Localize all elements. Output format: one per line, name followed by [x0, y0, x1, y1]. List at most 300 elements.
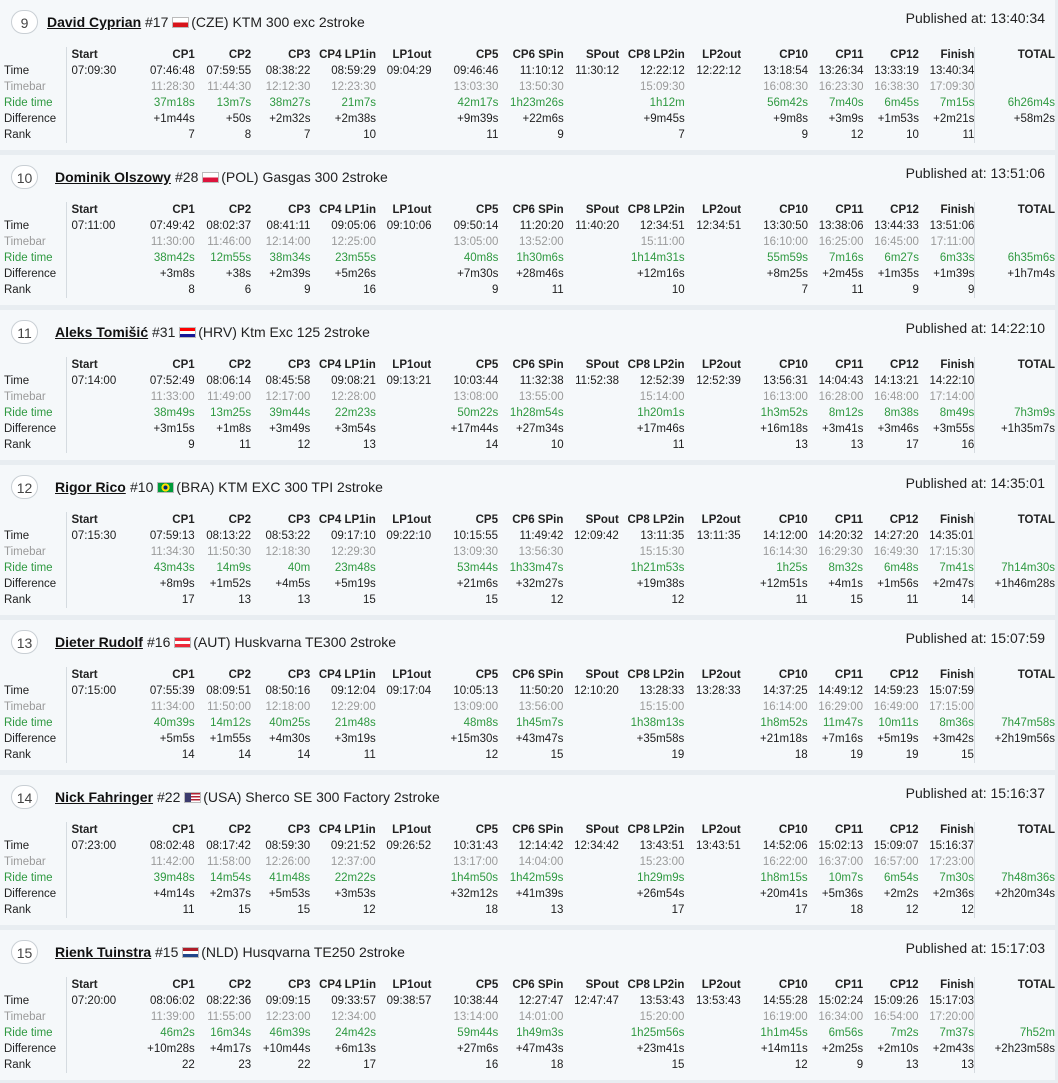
cell-timebar	[563, 544, 618, 560]
column-header: CP6 SPin	[512, 669, 564, 681]
cell-rank	[376, 437, 431, 453]
cell-ride: 23m48s	[334, 562, 376, 574]
rider-card	[0, 0, 1055, 150]
rider-name-link[interactable]: Nick Fahringer	[55, 789, 154, 805]
cell-timebar: 12:12:30	[265, 81, 311, 93]
column-header: CP2	[228, 669, 251, 681]
cell-diff: +2m39s	[269, 268, 311, 280]
cell-ride: 7m15s	[939, 97, 975, 109]
cell-time: 12:52:39	[639, 375, 685, 387]
column-header: CP11	[835, 204, 864, 216]
rider-country: (NLD)	[201, 944, 239, 960]
cell-time: 09:17:04	[386, 685, 432, 697]
row-rank	[4, 747, 1055, 763]
column-header: CP1	[172, 204, 195, 216]
row-label: Difference	[4, 111, 67, 127]
br-flag-icon	[157, 482, 174, 493]
cell-diff: +1m53s	[877, 113, 919, 125]
cell-diff: +3m46s	[877, 423, 919, 435]
column-header: LP1out	[392, 359, 432, 371]
cell-ride: 48m8s	[463, 717, 499, 729]
cell-time: 12:22:12	[696, 65, 742, 77]
cell-ride: 14m54s	[210, 872, 251, 884]
cell-ride	[564, 405, 619, 421]
cell-ride: 1h14m31s	[630, 252, 685, 264]
published-time	[906, 785, 1045, 801]
cell-ride	[684, 715, 740, 731]
rider-meta	[147, 634, 396, 650]
published-value: 15:16:37	[990, 785, 1045, 801]
cell-timebar	[974, 1009, 1055, 1025]
split-header-row	[4, 357, 1055, 373]
cell-diff: +5m36s	[821, 888, 864, 900]
rider-card	[0, 775, 1055, 925]
cell-timebar: 13:09:30	[453, 546, 498, 558]
published-time	[906, 630, 1045, 646]
cell-rank	[67, 1057, 138, 1073]
cell-rank: 14	[485, 439, 499, 451]
cell-diff: +5m5s	[159, 733, 195, 745]
rider-name-link[interactable]: Rigor Rico	[55, 479, 126, 495]
cell-time: 09:22:10	[386, 530, 432, 542]
cell-ride: 13m25s	[210, 407, 252, 419]
cell-time: 15:07:59	[929, 685, 974, 697]
cell-rank	[563, 747, 618, 763]
cell-timebar: 13:56:00	[518, 701, 564, 713]
cell-ride: 22m23s	[334, 407, 376, 419]
row-label: Ride time	[4, 405, 67, 421]
cell-diff	[684, 886, 740, 902]
row-rank	[4, 282, 1055, 298]
cell-diff: +21m6s	[456, 578, 498, 590]
cell-rank	[684, 1057, 740, 1073]
cell-rank: 7	[304, 129, 311, 141]
cell-rank: 15	[297, 904, 311, 916]
published-label: Published at:	[905, 320, 987, 336]
column-header: CP5	[475, 669, 499, 681]
rider-card	[0, 310, 1055, 460]
cell-timebar: 12:18:00	[265, 701, 311, 713]
column-header: CP2	[228, 49, 252, 61]
column-header: CP1	[172, 359, 195, 371]
rider-bike: Huskvarna TE300 2stroke	[234, 634, 397, 650]
position-badge: 14	[11, 785, 38, 809]
cell-time: 08:17:42	[206, 840, 251, 852]
at-flag-icon	[174, 637, 191, 648]
column-header: CP4 LP1in	[318, 824, 376, 836]
cell-ride: 1h42m59s	[509, 872, 564, 884]
cell-time: 08:09:51	[206, 685, 251, 697]
cell-rank	[685, 127, 741, 143]
cell-ride	[67, 560, 138, 576]
cell-diff: +2m37s	[209, 888, 251, 900]
cell-timebar	[684, 1009, 740, 1025]
cell-time: 09:12:04	[330, 685, 376, 697]
cell-time: 09:33:57	[331, 995, 376, 1007]
cell-ride: 6m33s	[939, 252, 975, 264]
rider-name-link[interactable]: Rienk Tuinstra	[55, 944, 152, 960]
cell-rank	[685, 437, 741, 453]
cell-time: 13:18:54	[763, 65, 809, 77]
row-label: Rank	[4, 127, 67, 143]
cell-time: 14:04:43	[818, 375, 864, 387]
cell-time: 08:22:36	[206, 995, 252, 1007]
cell-diff: +3m55s	[933, 423, 975, 435]
cell-ride: 13m7s	[216, 97, 252, 109]
row-rank	[4, 437, 1055, 453]
rider-card	[0, 930, 1055, 1080]
cell-rank: 16	[363, 284, 377, 296]
cell-ride: 46m39s	[269, 1027, 311, 1039]
cell-diff: +43m47s	[515, 733, 564, 745]
cell-rank: 11	[672, 439, 685, 451]
cell-diff: +2h23m58s	[974, 1041, 1055, 1057]
column-header: CP4 LP1in	[318, 359, 376, 371]
cell-diff: +14m11s	[760, 1043, 808, 1055]
cell-diff: +4m5s	[275, 578, 311, 590]
cell-timebar: 13:17:00	[453, 856, 499, 868]
rider-name-link[interactable]: Dieter Rudolf	[55, 634, 143, 650]
cell-rank	[67, 592, 138, 608]
column-header: CP6 SPin	[512, 49, 564, 61]
cell-time: 09:21:52	[330, 840, 376, 852]
cell-timebar: 11:50:30	[207, 546, 252, 558]
rider-name-link[interactable]: Dominik Olszowy	[55, 169, 171, 185]
cell-time: 07:09:30	[71, 65, 117, 77]
cell-time: 11:40:20	[575, 220, 620, 232]
cell-diff: +32m27s	[515, 578, 564, 590]
cell-ride	[67, 1025, 138, 1041]
column-header: CP3	[287, 669, 311, 681]
cell-ride: 1h25m56s	[630, 1027, 685, 1039]
cell-timebar: 17:15:30	[929, 546, 974, 558]
cell-ride: 8m36s	[939, 717, 974, 729]
column-header: LP1out	[392, 514, 432, 526]
cell-ride: 10m11s	[878, 717, 919, 729]
cell-timebar: 17:20:00	[929, 1011, 974, 1023]
cell-rank: 15	[671, 1059, 685, 1071]
cell-time: 09:50:14	[453, 220, 499, 232]
column-header: TOTAL	[974, 977, 1055, 993]
cell-diff: +3m9s	[828, 113, 864, 125]
cell-time: 08:38:22	[265, 65, 311, 77]
row-label: Time	[4, 218, 67, 234]
cell-timebar: 11:34:00	[150, 701, 195, 713]
cell-rank	[67, 127, 138, 143]
cell-diff	[564, 421, 619, 437]
cell-timebar: 11:33:00	[150, 391, 195, 403]
cell-time: 13:56:31	[763, 375, 808, 387]
published-time	[906, 940, 1045, 956]
row-ride	[4, 250, 1055, 266]
cell-time: 10:05:13	[453, 685, 499, 697]
cell-ride	[685, 405, 741, 421]
cell-timebar	[67, 699, 138, 715]
column-header: CP2	[228, 979, 252, 991]
cell-ride: 22m22s	[334, 872, 376, 884]
cell-timebar	[67, 1009, 138, 1025]
cell-rank	[974, 902, 1055, 918]
column-header: Finish	[940, 49, 975, 61]
rider-name-link[interactable]: Aleks Tomišić	[55, 324, 149, 340]
cell-ride: 1h4m50s	[450, 872, 499, 884]
cell-rank: 19	[850, 749, 864, 761]
cell-time: 13:28:33	[695, 685, 741, 697]
cell-time: 09:26:52	[386, 840, 432, 852]
cell-timebar: 16:25:00	[818, 236, 864, 248]
published-value: 14:22:10	[990, 320, 1045, 336]
column-header: CP2	[228, 359, 252, 371]
cell-timebar	[376, 389, 431, 405]
cell-diff: +9m39s	[457, 113, 499, 125]
column-header: LP2out	[702, 204, 742, 216]
row-label: Ride time	[4, 715, 67, 731]
cell-diff: +35m58s	[636, 733, 685, 745]
header-spacer	[4, 47, 67, 63]
cell-rank: 7	[188, 129, 195, 141]
cell-diff: +1h35m7s	[975, 421, 1055, 437]
cell-rank: 18	[794, 749, 808, 761]
row-label: Time	[4, 528, 67, 544]
rider-meta	[155, 944, 405, 960]
cell-rank	[67, 902, 138, 918]
cell-timebar	[975, 79, 1055, 95]
cell-diff: +2m25s	[821, 1043, 864, 1055]
cell-timebar	[564, 389, 619, 405]
column-header: CP5	[475, 824, 499, 836]
cell-timebar: 11:42:00	[150, 856, 195, 868]
column-header: Finish	[940, 669, 974, 681]
cell-rank: 12	[961, 904, 974, 916]
cell-rank	[376, 127, 431, 143]
column-header: Start	[71, 514, 98, 526]
column-header: CP6 SPin	[512, 359, 564, 371]
cell-ride: 1h8m52s	[760, 717, 808, 729]
cell-diff: +3m54s	[334, 423, 376, 435]
cell-time: 11:20:20	[519, 220, 564, 232]
rider-meta	[157, 789, 440, 805]
cell-timebar: 17:23:00	[929, 856, 974, 868]
row-rank	[4, 127, 1055, 143]
row-label: Rank	[4, 1057, 67, 1073]
rider-bike: Ktm Exc 125 2stroke	[240, 324, 370, 340]
column-header: CP8 LP2in	[627, 669, 685, 681]
cell-rank: 15	[238, 904, 251, 916]
position-badge: 9	[11, 10, 38, 34]
cell-time: 10:15:55	[453, 530, 498, 542]
row-label: Time	[4, 993, 67, 1009]
cell-ride: 1h20m1s	[637, 407, 685, 419]
column-header: CP5	[475, 514, 498, 526]
cell-ride: 7h14m30s	[974, 560, 1055, 576]
cell-ride: 1h30m6s	[516, 252, 564, 264]
cell-ride: 1h49m3s	[516, 1027, 564, 1039]
cell-diff: +17m44s	[450, 423, 499, 435]
cell-time: 09:17:10	[331, 530, 376, 542]
cell-ride: 14m12s	[210, 717, 251, 729]
cell-time: 09:10:06	[386, 220, 432, 232]
cell-rank: 7	[678, 129, 685, 141]
column-header: CP4 LP1in	[319, 979, 376, 991]
cell-time: 10:38:44	[453, 995, 499, 1007]
cell-diff: +19m38s	[636, 578, 685, 590]
cell-timebar: 13:14:00	[453, 1011, 499, 1023]
cell-timebar	[685, 79, 741, 95]
cell-ride: 21m48s	[334, 717, 376, 729]
cell-rank: 9	[912, 284, 919, 296]
cell-diff: +3m49s	[269, 423, 311, 435]
row-rank	[4, 592, 1055, 608]
cell-rank: 17	[181, 594, 195, 606]
cell-time: 13:44:33	[874, 220, 919, 232]
cell-ride: 40m39s	[153, 717, 195, 729]
published-time	[906, 10, 1045, 26]
cell-rank: 9	[188, 439, 195, 451]
rider-country: (HRV)	[198, 324, 237, 340]
row-label: Rank	[4, 747, 67, 763]
cell-ride: 1h8m15s	[760, 872, 808, 884]
cell-timebar: 12:23:30	[331, 81, 377, 93]
column-header: CP12	[890, 49, 919, 61]
cell-rank: 15	[961, 749, 974, 761]
rider-header	[0, 310, 1055, 352]
cell-time: 14:12:00	[762, 530, 808, 542]
published-value: 14:35:01	[990, 475, 1045, 491]
published-value: 15:17:03	[990, 940, 1045, 956]
row-time	[4, 218, 1055, 234]
cell-time: 07:59:13	[149, 530, 195, 542]
cell-rank: 8	[188, 284, 195, 296]
cell-ride: 6m48s	[883, 562, 919, 574]
cell-timebar	[974, 699, 1055, 715]
cell-rank	[974, 1057, 1055, 1073]
cell-ride	[67, 405, 138, 421]
cell-rank: 12	[362, 904, 376, 916]
column-header: CP3	[288, 204, 311, 216]
cell-ride	[376, 250, 431, 266]
row-ride	[4, 95, 1055, 111]
column-header: CP8 LP2in	[627, 359, 685, 371]
cell-ride: 6h35m6s	[975, 250, 1055, 266]
cell-time: 12:34:42	[574, 840, 619, 852]
rider-header	[0, 930, 1055, 972]
cell-diff: +3m15s	[153, 423, 195, 435]
column-header: LP2out	[702, 49, 742, 61]
column-header: LP1out	[392, 204, 432, 216]
cell-ride: 1h38m13s	[630, 717, 685, 729]
cell-time: 12:34:51	[639, 220, 685, 232]
cell-diff	[67, 111, 138, 127]
cell-diff: +22m6s	[522, 113, 564, 125]
cell-ride: 8m12s	[828, 407, 864, 419]
cell-ride: 6m54s	[884, 872, 919, 884]
cell-timebar: 11:30:00	[150, 236, 195, 248]
cell-ride: 6h26m4s	[975, 95, 1055, 111]
cell-timebar: 14:04:00	[518, 856, 564, 868]
cell-timebar	[67, 234, 138, 250]
column-header: CP11	[834, 979, 864, 991]
cell-timebar	[376, 79, 431, 95]
cell-rank: 9	[856, 1059, 864, 1071]
cell-rank: 10	[906, 129, 919, 141]
header-spacer	[4, 512, 67, 528]
cell-diff: +1m56s	[877, 578, 919, 590]
rider-name-link[interactable]: David Cyprian	[47, 14, 142, 30]
cell-timebar: 16:13:00	[763, 391, 808, 403]
cell-diff	[563, 1041, 618, 1057]
cell-rank	[684, 902, 740, 918]
cell-rank: 8	[244, 129, 252, 141]
cell-time: 10:31:43	[453, 840, 499, 852]
column-header: LP2out	[701, 514, 741, 526]
column-header: CP11	[835, 49, 864, 61]
cell-ride: 38m42s	[153, 252, 195, 264]
cell-timebar: 16:23:30	[818, 81, 864, 93]
row-rank	[4, 902, 1055, 918]
cell-time: 09:05:06	[331, 220, 377, 232]
cell-diff: +2h20m34s	[974, 886, 1055, 902]
column-header: CP6 SPin	[512, 979, 564, 991]
column-header: Finish	[940, 204, 975, 216]
cell-timebar	[67, 389, 138, 405]
cell-diff: +20m41s	[760, 888, 808, 900]
cell-rank	[67, 437, 138, 453]
cell-ride: 8m38s	[884, 407, 919, 419]
cell-timebar: 13:56:30	[518, 546, 564, 558]
row-label: Rank	[4, 437, 67, 453]
cell-diff: +1h7m4s	[975, 266, 1055, 282]
cell-time: 12:34:51	[696, 220, 742, 232]
cell-timebar	[975, 389, 1055, 405]
cell-time: 08:41:11	[266, 220, 311, 232]
cell-diff: +47m43s	[515, 1043, 564, 1055]
column-header: CP1	[172, 514, 195, 526]
cell-ride: 43m43s	[153, 562, 195, 574]
cell-timebar: 12:26:00	[265, 856, 311, 868]
row-label: Timebar	[4, 234, 67, 250]
cell-timebar	[376, 544, 431, 560]
published-value: 15:07:59	[990, 630, 1045, 646]
cell-ride: 38m27s	[269, 97, 311, 109]
cell-rank: 9	[557, 129, 564, 141]
cell-time: 07:15:00	[71, 685, 117, 697]
rider-header	[0, 465, 1055, 507]
column-header: CP6 SPin	[512, 204, 564, 216]
cell-diff	[67, 731, 138, 747]
cell-ride	[376, 560, 431, 576]
column-header: CP5	[475, 979, 499, 991]
split-table	[4, 202, 1055, 298]
cell-rank: 11	[962, 129, 975, 141]
rider-number: #17	[145, 14, 169, 30]
cell-diff: +41m39s	[515, 888, 564, 900]
cell-timebar: 16:45:00	[874, 236, 919, 248]
column-header: Start	[71, 49, 98, 61]
column-header: LP2out	[701, 669, 741, 681]
cell-ride: 7h52m	[974, 1025, 1055, 1041]
position-badge: 12	[11, 475, 38, 499]
cell-timebar	[685, 389, 741, 405]
cell-diff: +12m16s	[637, 268, 685, 280]
column-header: CP8 LP2in	[627, 514, 685, 526]
cell-ride: 6m56s	[828, 1027, 864, 1039]
cell-ride: 40m8s	[463, 252, 499, 264]
row-diff	[4, 1041, 1055, 1057]
cell-timebar	[376, 854, 431, 870]
cell-rank	[67, 282, 138, 298]
cell-timebar: 11:28:30	[150, 81, 195, 93]
cell-diff: +50s	[225, 113, 252, 125]
